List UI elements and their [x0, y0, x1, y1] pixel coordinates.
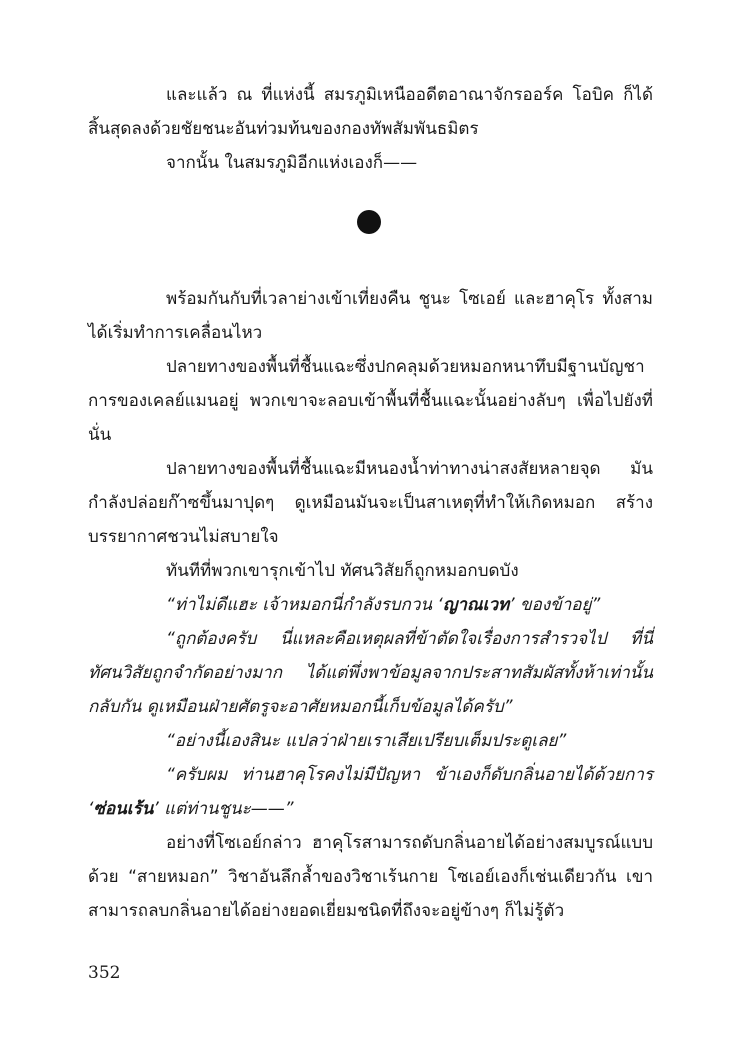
- page-number: 352: [88, 963, 121, 983]
- dialogue-text: “ท่าไม่ดีแฮะ เจ้าหมอกนี่กำลังรบกวน ‘: [166, 595, 443, 615]
- paragraph: พร้อมกันกับที่เวลาย่างเข้าเที่ยงคืน ชูนะ โซเอย์ และฮาคุโร ทั้งสามได้เริ่มทำการเคลื่อนไหว: [88, 289, 653, 343]
- dialogue-line: “อย่างนี้เองสินะ แปลว่าฝ่ายเราเสียเปรียบเต็มประตูเลย”: [166, 731, 567, 751]
- opening-section: [88, 78, 653, 180]
- paragraph: ปลายทางของพื้นที่ชื้นแฉะซึ่งปกคลุมด้วยหมอกหนาทึบมีฐานบัญชาการของเคลย์แมนอยู่ พวกเขาจะลอบเข้าพื้นที่ชื้นแฉะนั้นอย่างลับๆ เพื่อไปยังที่นั่น: [88, 357, 653, 445]
- dialogue-text: “ครับผม ท่านฮาคุโรคงไม่มีปัญหา ข้าเองก็ดับกลิ่นอายได้ด้วยการ ‘: [88, 765, 653, 819]
- dialogue-text: ’ ของข้าอยู่”: [509, 595, 601, 615]
- scene-break-dot: [357, 210, 381, 234]
- emphasized-term: ซ่อนเร้น: [93, 799, 154, 819]
- dialogue-line: [88, 588, 653, 622]
- paragraph: ปลายทางของพื้นที่ชื้นแฉะมีหนองน้ำท่าทางน่าสงสัยหลายจุด มันกำลังปล่อยก๊าซขึ้นมาปุดๆ ดูเหมือนมันจะเป็นสาเหตุที่ทำให้เกิดหมอก สร้างบรรยากาศชวนไม่สบายใจ: [88, 459, 653, 547]
- main-section: [88, 282, 653, 928]
- dialogue-line: [88, 758, 653, 826]
- paragraph: ทันทีที่พวกเขารุกเข้าไป ทัศนวิสัยก็ถูกหมอกบดบัง: [166, 561, 519, 581]
- dialogue-line: “ถูกต้องครับ นี่แหละคือเหตุผลที่ข้าตัดใจเรื่องการสำรวจไป ที่นี่ทัศนวิสัยถูกจำกัดอย่างมาก ได้แต่พึ่งพาข้อมูลจากประสาทสัมผัสทั้งห้าเท่านั้น กลับกัน ดูเหมือนฝ่ายศัตรูจะอาศัยหมอกนี้เก็บข้อมูลได้ครับ”: [88, 629, 653, 717]
- paragraph: อย่างที่โซเอย์กล่าว ฮาคุโรสามารถดับกลิ่นอายได้อย่างสมบูรณ์แบบด้วย “สายหมอก” วิชาอันลึกล้ำของวิชาเร้นกาย โซเอย์เองก็เช่นเดียวกัน เขาสามารถลบกลิ่นอายได้อย่างยอดเยี่ยมชนิดที่ถึงจะอยู่ข้างๆ ก็ไม่รู้ตัว: [88, 833, 653, 921]
- emphasized-term: ญาณเวท: [442, 595, 510, 615]
- paragraph: จากนั้น ในสมรภูมิอีกแห่งเองก็——: [166, 153, 418, 173]
- dialogue-text: ’ แต่ท่านชูนะ——”: [153, 799, 294, 819]
- paragraph: และแล้ว ณ ที่แห่งนี้ สมรภูมิเหนืออดีตอาณาจักรออร์ค โอบิค ก็ได้สิ้นสุดลงด้วยชัยชนะอันท่วมท้นของกองทัพสัมพันธมิตร: [88, 85, 653, 139]
